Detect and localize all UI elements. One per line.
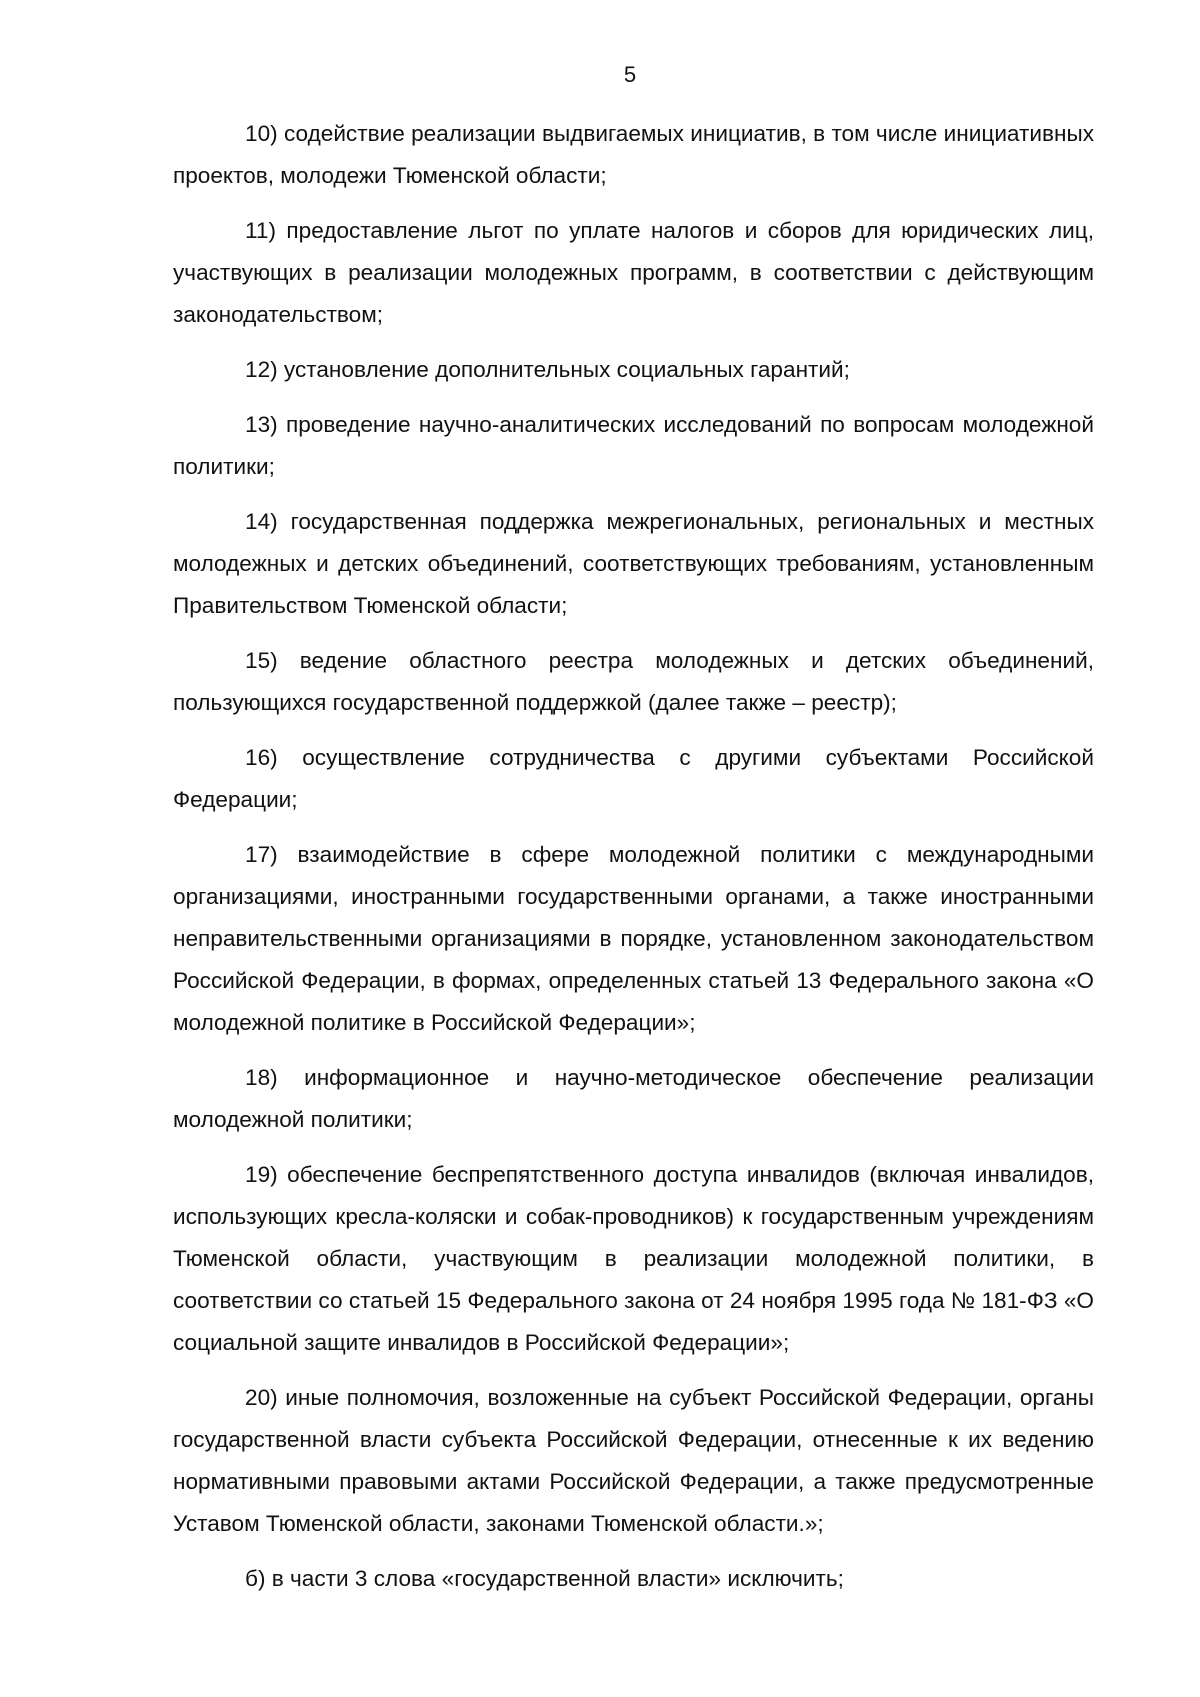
- paragraph-item-18: 18) информационное и научно-методическое обеспечение реализации молодежной политики;: [173, 1065, 1094, 1132]
- paragraph-item-13: 13) проведение научно-аналитических исследований по вопросам молодежной политики;: [173, 412, 1094, 479]
- paragraph-item-15: 15) ведение областного реестра молодежных и детских объединений, пользующихся государственной поддержкой (далее также – реестр);: [173, 648, 1094, 715]
- paragraph-item-20: 20) иные полномочия, возложенные на субъект Российской Федерации, органы государственной власти субъекта Российской Федерации, отнесенные к их ведению нормативными правовыми актами Российской Федерации, а также предусмотренные Уставом Тюменской области, законами Тюменской области.»;: [173, 1385, 1094, 1536]
- paragraph-amendment-b: б) в части 3 слова «государственной власти» исключить;: [245, 1566, 844, 1591]
- paragraph-item-19: 19) обеспечение беспрепятственного доступа инвалидов (включая инвалидов, использующих кресла-коляски и собак-проводников) к государственным учреждениям Тюменской области, участвующим в реализации молодежной политики, в соответствии со статьей 15 Федерального закона от 24 ноября 1995 года № 181-ФЗ «О социальной защите инвалидов в Российской Федерации»;: [173, 1162, 1094, 1355]
- document-body: [173, 113, 1094, 1613]
- paragraph-item-16: 16) осуществление сотрудничества с другими субъектами Российской Федерации;: [173, 745, 1094, 812]
- paragraph-item-17: 17) взаимодействие в сфере молодежной политики с международными организациями, иностранными государственными органами, а также иностранными неправительственными организациями в порядке, установленном законодательством Российской Федерации, в формах, определенных статьей 13 Федерального закона «О молодежной политике в Российской Федерации»;: [173, 842, 1094, 1035]
- paragraph-item-12: 12) установление дополнительных социальных гарантий;: [245, 357, 850, 382]
- page-number: 5: [623, 62, 637, 87]
- paragraph-item-14: 14) государственная поддержка межрегиональных, региональных и местных молодежных и детских объединений, соответствующих требованиям, установленным Правительством Тюменской области;: [173, 509, 1094, 618]
- paragraph-item-10: 10) содействие реализации выдвигаемых инициатив, в том числе инициативных проектов, молодежи Тюменской области;: [173, 121, 1094, 188]
- paragraph-item-11: 11) предоставление льгот по уплате налогов и сборов для юридических лиц, участвующих в реализации молодежных программ, в соответствии с действующим законодательством;: [173, 218, 1094, 327]
